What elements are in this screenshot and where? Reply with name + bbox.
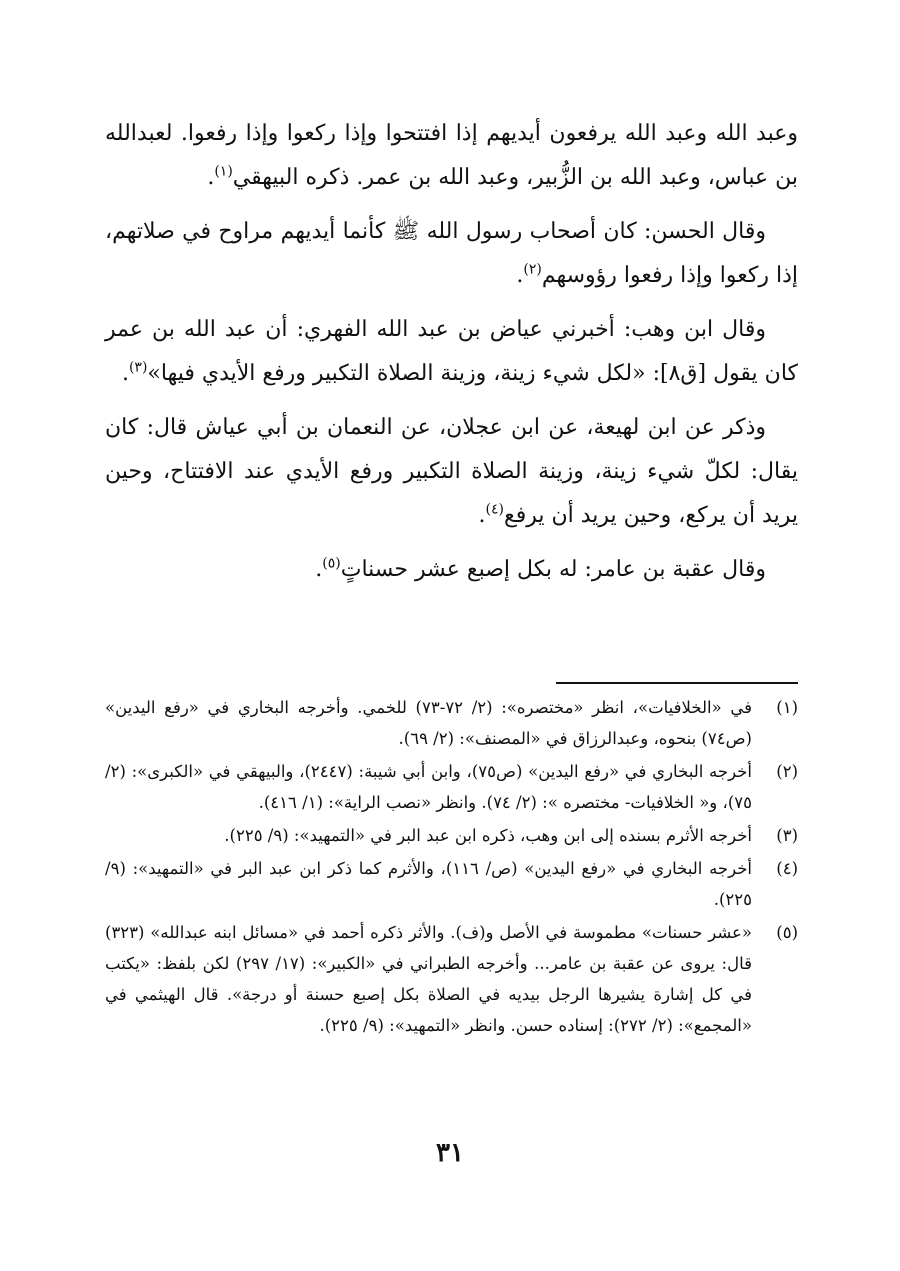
paragraph-3 [105,308,798,396]
paragraph-end: . [207,165,215,190]
footnote-text: «عشر حسنات» مطموسة في الأصل و(ف). والأثر ذكره أحمد في «مسائل ابنه عبدالله» (٣٢٣) قال: يروى عن عقبة بن عامر... وأخرجه الطبراني في «الكبير»: (١٧/ ٢٩٧) لكن بلفظ: «يكتب في كل إشارة يشيرها الرجل بيديه في الصلاة بكل إصبع حسنة أو درجة». قال الهيثمي في «المجمع»: (٢/ ٢٧٢): إسناده حسن. وانظر «التمهيد»: (٩/ ٢٢٥). [105,923,752,1035]
paragraph-end: . [121,361,129,386]
footnote-text: أخرجه الأثرم بسنده إلى ابن وهب، ذكره ابن عبد البر في «التمهيد»: (٩/ ٢٢٥). [224,826,752,845]
footnote-number: (٢) [776,762,798,781]
paragraph-end: . [315,557,323,582]
footnote-3 [105,820,798,851]
paragraph-text: وذكر عن ابن لهيعة، عن ابن عجلان، عن النعمان بن أبي عياش قال: كان يقال: لكلّ شيء زينة، وزينة الصلاة التكبير ورفع الأيدي عند الافتتاح، وحين يريد أن يركع، وحين يريد أن يرفع [105,415,798,528]
paragraph-text: وقال الحسن: كان أصحاب رسول الله ﷺ كأنما أيديهم مراوح في صلاتهم، إذا ركعوا وإذا رفعوا رؤوسهم [105,219,798,288]
paragraph-end: . [478,503,486,528]
main-text [105,112,798,602]
footnote-1 [105,692,798,754]
paragraph-end: . [516,263,524,288]
footnote-number: (٣) [776,826,798,845]
paragraph-text: وقال ابن وهب: أخبرني عياض بن عبد الله الفهري: أن عبد الله بن عمر كان يقول [ق٨]: «لكل شيء زينة، وزينة الصلاة التكبير ورفع الأيدي فيها» [105,317,798,386]
paragraph-2 [105,210,798,298]
footnote-ref-2: (٢) [523,261,542,278]
footnote-separator [556,682,798,684]
paragraph-1 [105,112,798,200]
footnote-number: (٤) [776,859,798,878]
footnote-ref-1: (١) [214,163,233,180]
paragraph-5 [105,548,798,592]
footnote-ref-5: (٥) [322,555,341,572]
footnote-4 [105,853,798,915]
paragraph-4 [105,406,798,538]
paragraph-text: وقال عقبة بن عامر: له بكل إصبع عشر حسناتٍ [340,557,766,582]
footnote-ref-3: (٣) [128,359,148,376]
footnote-2 [105,756,798,818]
footnote-text: أخرجه البخاري في «رفع اليدين» (ص٧٥)، وابن أبي شيبة: (٢٤٤٧)، والبيهقي في «الكبرى»: (٢/ ٧٥)، و« الخلافيات- مختصره »: (٢/ ٧٤). وانظر «نصب الراية»: (١/ ٤١٦). [105,762,752,812]
footnote-text: في «الخلافيات»، انظر «مختصره»: (٢/ ٧٢-٧٣) للخمي. وأخرجه البخاري في «رفع اليدين» (ص٧٤) بنحوه، وعبدالرزاق في «المصنف»: (٢/ ٦٩). [105,698,752,748]
footnote-number: (٥) [776,923,798,942]
page-number: ٣١ [436,1138,464,1168]
footnote-number: (١) [776,698,798,717]
footnote-text: أخرجه البخاري في «رفع اليدين» (ص/ ١١٦)، والأثرم كما ذكر ابن عبد البر في «التمهيد»: (٩/ ٢٢٥). [105,859,753,909]
paragraph-text: وعبد الله وعبد الله يرفعون أيديهم إذا افتتحوا وإذا ركعوا وإذا رفعوا. لعبدالله بن عباس، وعبد الله بن الزُّبير، وعبد الله بن عمر. ذكره البيهقي [105,121,798,190]
footnote-5 [105,917,798,1041]
footnote-ref-4: (٤) [485,501,504,518]
footnotes [105,692,798,1043]
